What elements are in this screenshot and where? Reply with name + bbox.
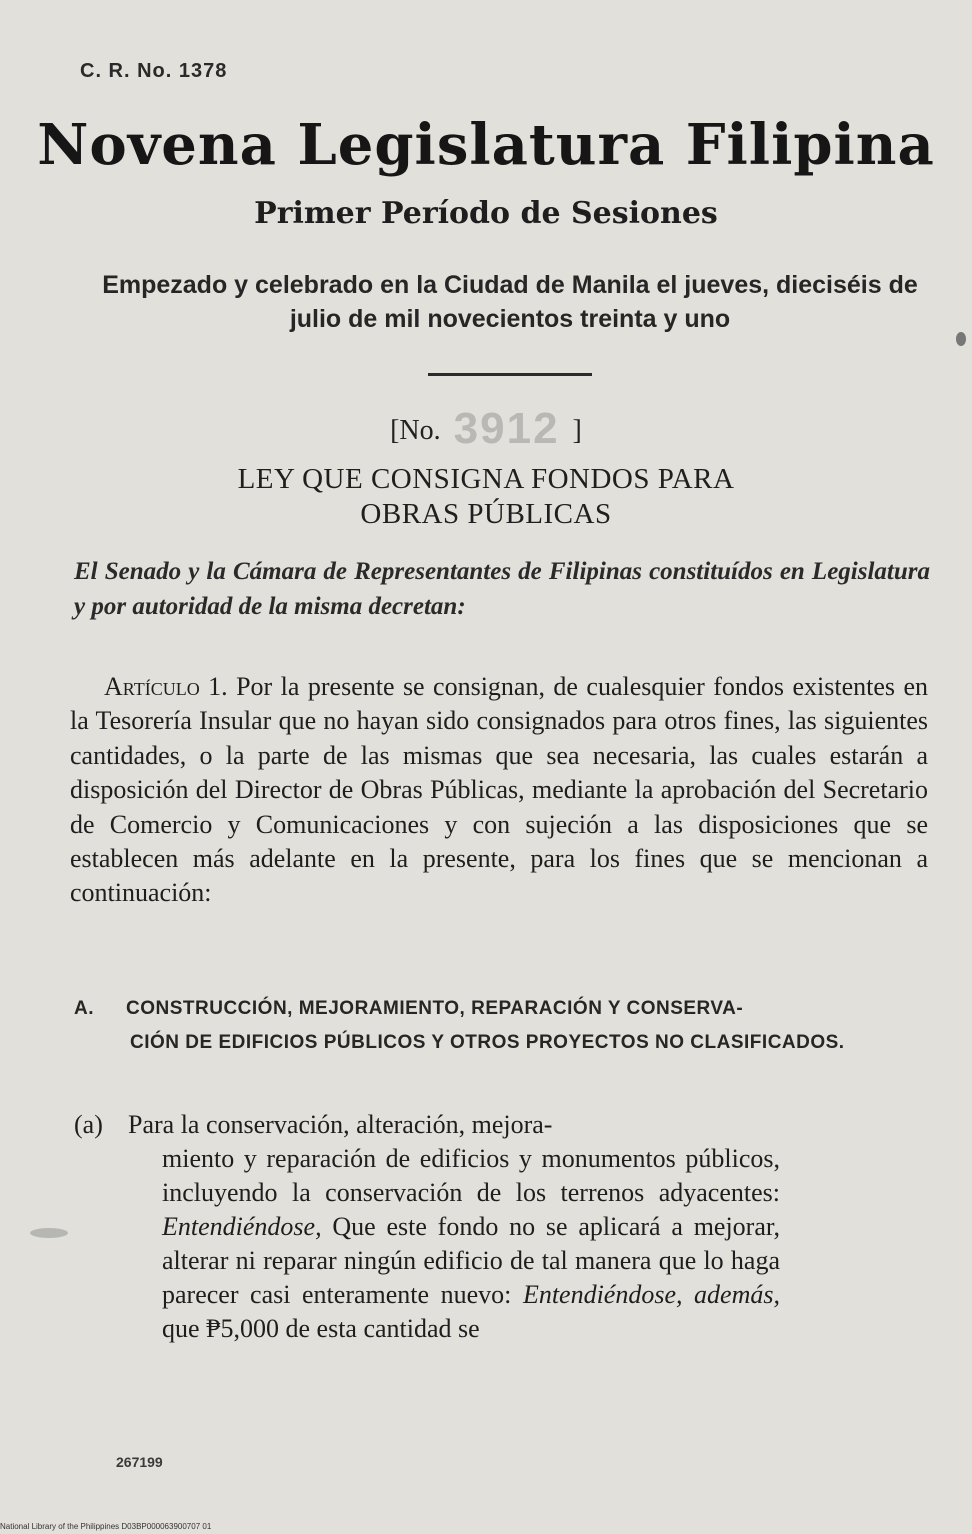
law-title — [0, 462, 972, 532]
article-1 — [70, 670, 928, 911]
article-label: Artículo 1. — [104, 672, 228, 701]
cr-number: C. R. No. 1378 — [80, 60, 228, 82]
item-a-italic-2: Entendiéndose, además, — [522, 1280, 780, 1309]
section-a-heading — [74, 992, 924, 1060]
enacting-clause: El Senado y la Cámara de Representantes de Filipinas constituídos en Legislatura y por autoridad de la misma decretan: — [74, 558, 930, 620]
act-number-suffix: ] — [572, 415, 582, 446]
session-subtitle: Primer Período de Sesiones — [254, 196, 718, 231]
item-a-text-1: miento y reparación de edificios y monumentos públicos, incluyendo la conservación de los terrenos adyacentes: — [162, 1144, 780, 1207]
act-number-prefix: [No. — [390, 415, 441, 446]
act-number — [0, 404, 972, 454]
item-a-text-2: Que este fondo no se aplicará a mejorar, alterar ni reparar ningún edificio de tal manera que lo haga parecer casi enteramente nuevo: — [162, 1212, 780, 1309]
footer-credit: National Library of the Philippines D03BP000063900707 01 — [0, 1522, 212, 1531]
law-title-line-2: OBRAS PÚBLICAS — [360, 498, 612, 530]
item-a-first-line: Para la conservación, alteración, mejora- — [128, 1110, 553, 1139]
item-a-body — [162, 1142, 780, 1346]
act-number-stamp: 3912 — [453, 404, 560, 453]
section-a-letter: A. — [74, 998, 94, 1019]
section-a-continuation: CIÓN DE EDIFICIOS PÚBLICOS Y OTROS PROYECTOS NO CLASIFICADOS. — [130, 1032, 845, 1053]
ink-smudge — [30, 1228, 68, 1238]
item-a-italic-1: Entendiéndose, — [162, 1212, 322, 1241]
section-a-line-1: CONSTRUCCIÓN, MEJORAMIENTO, REPARACIÓN Y CONSERVA- — [126, 998, 744, 1019]
ink-smudge — [956, 332, 966, 346]
law-title-line-1: LEY QUE CONSIGNA FONDOS PARA — [237, 463, 735, 495]
item-a-mark: (a) — [74, 1110, 103, 1139]
article-text: Por la presente se consignan, de cualesquier fondos existentes en la Tesorería Insular que no hayan sido consignados para otros fines, las siguientes cantidades, o la parte de las mismas que sea necesaria, las cuales estarán a disposición del Director de Obras Públicas, mediante la aprobación del Secretario de Comercio y Comunicaciones y con sujeción a las disposiciones que se establecen más adelante en la presente, para los fines que se mencionan a continuación: — [70, 672, 928, 908]
legislature-title: Novena Legislatura Filipina — [37, 112, 935, 178]
session-intro: Empezado y celebrado en la Ciudad de Manila el jueves, dieciséis de julio de mil novecientos treinta y uno — [102, 271, 918, 333]
item-a-text-3: que ₱5,000 de esta cantidad se — [162, 1314, 480, 1343]
footer-number: 267199 — [116, 1454, 163, 1470]
divider-rule — [428, 373, 592, 376]
